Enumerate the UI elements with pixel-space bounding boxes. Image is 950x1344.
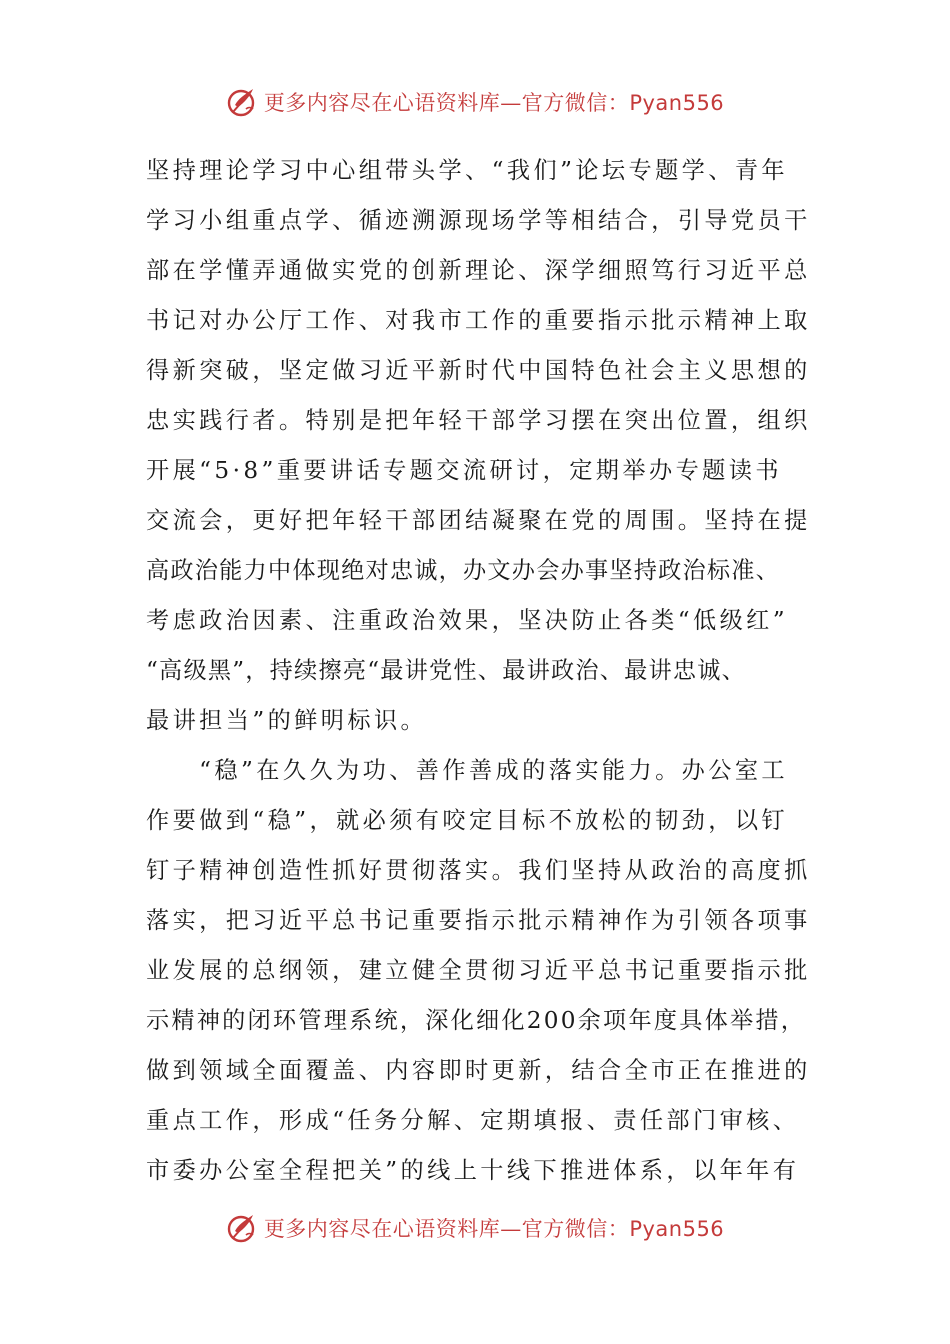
quill-seal-icon: [226, 85, 260, 119]
body-line: 市委办公室全程把关”的线上十线下推进体系，以年年有: [146, 1157, 800, 1184]
body-line: 高政治能力中体现绝对忠诚，办文办会办事坚持政治标准、: [146, 557, 781, 584]
body-line: 得新突破，坚定做习近平新时代中国特色社会主义思想的: [146, 357, 811, 384]
body-line: “高级黑”，持续擦亮“最讲党性、最讲政治、最讲忠诚、: [146, 657, 747, 684]
header-banner-label: 更多内容尽在心语资料库—官方微信：: [263, 91, 630, 115]
body-line: 考虑政治因素、注重政治效果，坚决防止各类“低级红”: [146, 607, 789, 634]
body-line: 部在学懂弄通做实党的创新理论、深学细照笃行习近平总: [146, 257, 811, 284]
body-line: 重点工作，形成“任务分解、定期填报、责任部门审核、: [146, 1107, 800, 1134]
document-body: [146, 146, 811, 1196]
body-line: 学习小组重点学、循迹溯源现场学等相结合，引导党员干: [146, 207, 811, 234]
body-line: 交流会，更好把年轻干部团结凝聚在党的周围。坚持在提: [146, 507, 811, 534]
body-line: 钉子精神创造性抓好贯彻落实。我们坚持从政治的高度抓: [146, 857, 811, 884]
body-line: 坚持理论学习中心组带头学、“我们”论坛专题学、青年: [146, 157, 789, 184]
body-line: 最讲担当”的鲜明标识。: [146, 707, 428, 734]
body-line: 作要做到“稳”，就必须有咬定目标不放松的韧劲，以钉: [146, 807, 789, 834]
body-line: 示精神的闭环管理系统，深化细化200余项年度具体举措，: [146, 1007, 807, 1034]
header-banner: [0, 82, 950, 122]
body-line: 落实，把习近平总书记重要指示批示精神作为引领各项事: [146, 907, 811, 934]
header-banner-text: [264, 87, 724, 117]
footer-banner-text: [264, 1213, 724, 1243]
footer-wechat-id: Pyan556: [629, 1217, 725, 1241]
footer-banner-label: 更多内容尽在心语资料库—官方微信：: [263, 1217, 630, 1241]
body-line: 开展“5·8”重要讲话专题交流研讨，定期举办专题读书: [146, 457, 782, 484]
quill-seal-icon: [226, 1211, 260, 1245]
header-wechat-id: Pyan556: [629, 91, 725, 115]
body-line: 业发展的总纲领，建立健全贯彻习近平总书记重要指示批: [146, 957, 811, 984]
body-line: 书记对办公厅工作、对我市工作的重要指示批示精神上取: [146, 307, 811, 334]
body-line: “稳”在久久为功、善作善成的落实能力。办公室工: [146, 757, 789, 784]
body-line: 做到领域全面覆盖、内容即时更新，结合全市正在推进的: [146, 1057, 811, 1084]
footer-banner: [0, 1208, 950, 1248]
body-line: 忠实践行者。特别是把年轻干部学习摆在突出位置，组织: [146, 407, 811, 434]
